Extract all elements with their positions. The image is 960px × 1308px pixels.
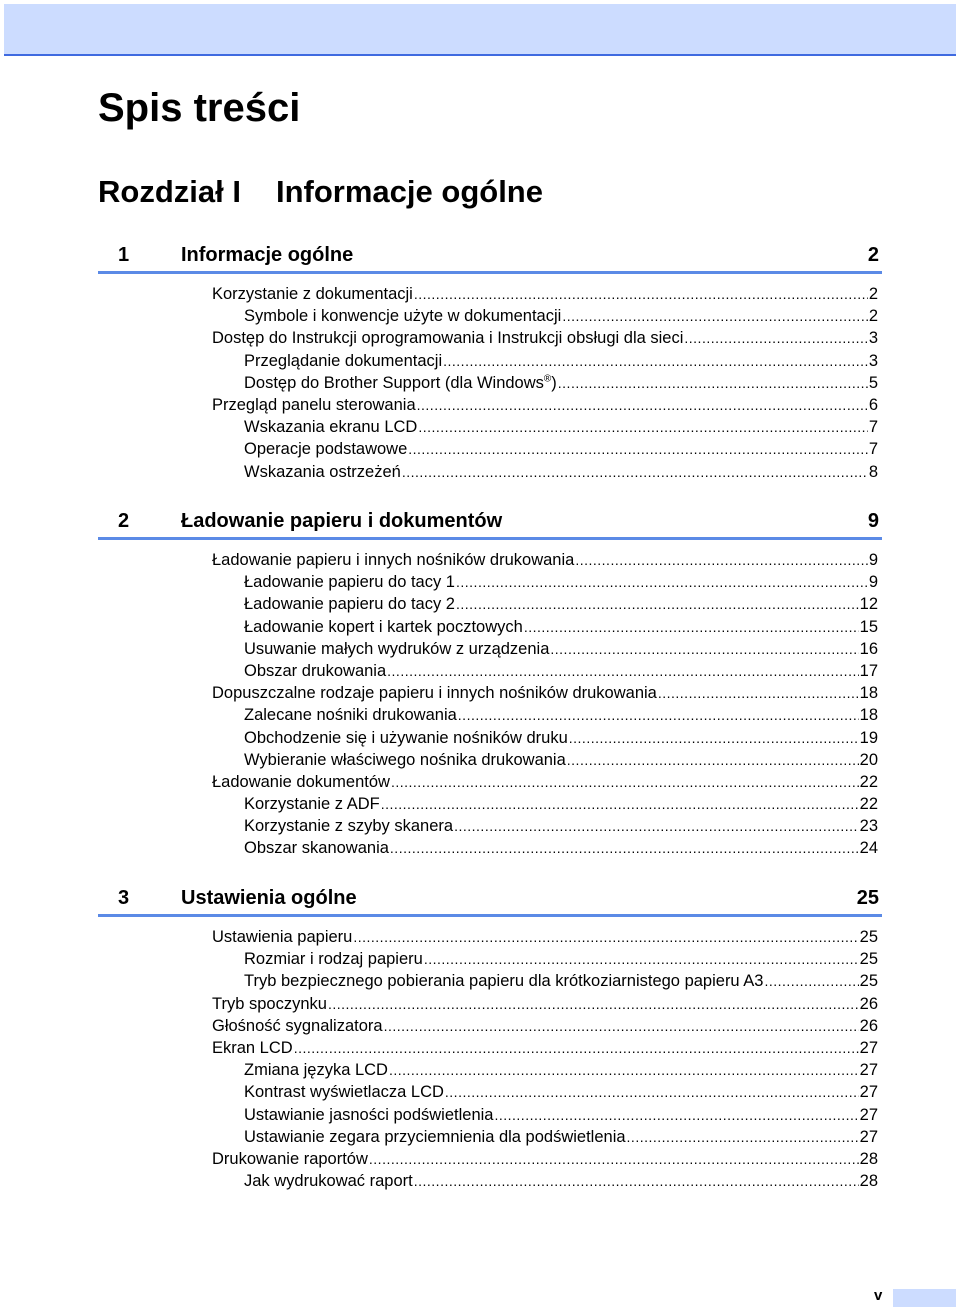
toc-entry[interactable]	[212, 549, 878, 571]
chapter-number: 3	[118, 887, 130, 909]
chapter-page: 9	[867, 510, 879, 532]
toc-entry-title	[244, 1170, 413, 1192]
registered-mark: ®	[543, 373, 552, 385]
toc-entry[interactable]	[212, 638, 878, 660]
dot-leader	[390, 837, 859, 859]
toc-entry-title	[212, 283, 413, 305]
toc-entry-title	[212, 327, 683, 349]
toc-entry-title-text: Wskazania ekranu LCD	[244, 418, 418, 437]
toc-entry-title-text: Wybieranie właściwego nośnika drukowania	[244, 750, 566, 769]
toc-entry[interactable]	[212, 727, 878, 749]
toc-entry-title-text: Tryb bezpiecznego pobierania papieru dla krótkoziarnistego papieru A3	[244, 972, 764, 991]
toc-entry[interactable]	[212, 1037, 878, 1059]
toc-entry-title	[244, 638, 549, 660]
dot-leader	[764, 970, 858, 992]
toc-entry-title-text: Ustawianie zegara przyciemnienia dla podświetlenia	[244, 1127, 626, 1146]
dot-leader	[524, 616, 859, 638]
footer-bar	[893, 1289, 956, 1307]
footer-page-number: v	[874, 1287, 883, 1304]
toc-entry-title-text: Ustawianie jasności podświetlenia	[244, 1105, 494, 1124]
toc-entry-page: 9	[868, 573, 878, 592]
toc-entry-title-text: Ekran LCD	[212, 1038, 293, 1057]
toc-entry-title-text: Dostęp do Brother Support (dla Windows	[244, 373, 544, 392]
part-heading	[98, 170, 543, 214]
toc-entry-title-text: Zmiana języka LCD	[244, 1061, 388, 1080]
dot-leader	[458, 704, 859, 726]
toc-entry-title	[244, 837, 389, 859]
dot-leader	[627, 1126, 859, 1148]
toc-entry-title	[212, 1037, 293, 1059]
page-title: Spis treści	[98, 86, 301, 130]
dot-leader	[569, 727, 859, 749]
toc-entry-title	[244, 438, 407, 460]
dot-leader	[418, 416, 867, 438]
header-band	[4, 4, 956, 56]
toc-entry-page: 27	[859, 1105, 878, 1124]
dot-leader	[408, 438, 868, 460]
toc-entry[interactable]	[212, 793, 878, 815]
chapter-number: 2	[118, 510, 130, 532]
toc-entry-title	[212, 1148, 368, 1170]
toc-entry-title-text: Operacje podstawowe	[244, 440, 408, 459]
chapter-title: Ustawienia ogólne	[181, 887, 357, 909]
toc-entry-title-suffix: )	[551, 373, 557, 392]
toc-entry[interactable]	[212, 327, 878, 349]
toc-entry-title	[212, 549, 574, 571]
toc-entry-title	[244, 1059, 388, 1081]
dot-leader	[328, 993, 859, 1015]
dot-leader	[402, 461, 868, 483]
toc-entry-title-text: Przeglądanie dokumentacji	[244, 351, 443, 370]
dot-leader	[353, 926, 858, 948]
toc-entry-page: 8	[868, 462, 878, 481]
dot-leader	[384, 1015, 859, 1037]
toc-entry-page: 15	[859, 617, 878, 636]
dot-leader	[494, 1104, 858, 1126]
chapter-heading[interactable]	[98, 240, 882, 274]
toc-entry-title	[244, 1081, 444, 1103]
toc-entry[interactable]	[212, 571, 878, 593]
dot-leader	[445, 1081, 859, 1103]
dot-leader	[369, 1148, 859, 1170]
toc-entry-title-text: Tryb spoczynku	[212, 994, 327, 1013]
toc-entry-title-text: Jak wydrukować raport	[244, 1172, 413, 1191]
toc-entry-page: 18	[859, 706, 878, 725]
toc-entry[interactable]	[212, 394, 878, 416]
toc-entry-title	[212, 394, 416, 416]
toc-entry-page: 25	[859, 928, 878, 946]
toc-entry[interactable]	[212, 1170, 878, 1192]
toc-entry[interactable]	[212, 438, 878, 460]
toc-entry-title	[244, 461, 401, 483]
chapter-page: 25	[856, 887, 879, 909]
toc-entry-page: 27	[859, 1127, 878, 1146]
toc-entry-title	[244, 372, 557, 394]
toc-entry-title	[244, 1104, 493, 1126]
toc-entry-page: 23	[859, 817, 878, 836]
toc-entry[interactable]	[212, 1059, 878, 1081]
toc-entry[interactable]	[212, 1104, 878, 1126]
dot-leader	[389, 1059, 859, 1081]
toc-entry-title	[212, 926, 352, 948]
dot-leader	[391, 771, 859, 793]
toc-entry-title	[244, 970, 763, 992]
toc-entry-page: 27	[859, 1083, 878, 1102]
toc-entry-title-text: Korzystanie z szyby skanera	[244, 817, 454, 836]
dot-leader	[387, 660, 858, 682]
toc-entry-title	[244, 350, 442, 372]
dot-leader	[417, 394, 868, 416]
dot-leader	[562, 305, 867, 327]
toc-entry-title-text: Symbole i konwencje użyte w dokumentacji	[244, 307, 562, 326]
dot-leader	[658, 682, 859, 704]
toc-entry-title-text: Rozmiar i rodzaj papieru	[244, 950, 423, 969]
toc-entry[interactable]	[212, 283, 878, 305]
toc-entry-page: 2	[868, 285, 878, 303]
toc-entry[interactable]	[212, 993, 878, 1015]
toc-entry-title-text: Obszar skanowania	[244, 839, 389, 858]
toc-entry-title-text: Ładowanie dokumentów	[212, 772, 390, 791]
chapter-entries	[212, 549, 878, 860]
toc-entry-title-text: Dopuszczalne rodzaje papieru i innych nośników drukowania	[212, 684, 657, 703]
toc-entry-page: 3	[868, 351, 878, 370]
dot-leader	[567, 749, 859, 771]
toc-entry[interactable]	[212, 1126, 878, 1148]
toc-entry-title-text: Korzystanie z ADF	[244, 795, 380, 814]
toc-entry-title-text: Ładowanie papieru do tacy 2	[244, 595, 455, 614]
toc-entry-page: 26	[859, 1016, 878, 1035]
chapter-page: 2	[867, 244, 879, 266]
dot-leader	[414, 1170, 859, 1192]
toc-entry-title-text: Drukowanie raportów	[212, 1149, 368, 1168]
dot-leader	[558, 372, 868, 394]
dot-leader	[443, 350, 868, 372]
dot-leader	[454, 815, 859, 837]
toc-entry-page: 7	[868, 418, 878, 437]
toc-entry-page: 28	[859, 1149, 878, 1168]
toc-entry[interactable]	[212, 660, 878, 682]
toc-entry-page: 9	[868, 551, 878, 569]
toc-entry[interactable]	[212, 1081, 878, 1103]
toc-entry-page: 24	[859, 839, 878, 858]
toc-entry-title	[244, 704, 457, 726]
dot-leader	[684, 327, 867, 349]
chapter-entries	[212, 926, 878, 1192]
toc-entry-title	[244, 571, 455, 593]
toc-entry-title-text: Korzystanie z dokumentacji	[212, 285, 413, 303]
toc-entry-title	[244, 793, 380, 815]
toc-entry-title	[244, 749, 566, 771]
toc-entry[interactable]	[212, 926, 878, 948]
part-title: Informacje ogólne	[276, 174, 543, 209]
toc-entry[interactable]	[212, 682, 878, 704]
toc-entry-title	[244, 593, 455, 615]
toc-entry-page: 3	[868, 329, 878, 348]
toc-entry[interactable]	[212, 704, 878, 726]
toc-entry-title	[244, 727, 568, 749]
chapter-title: Ładowanie papieru i dokumentów	[181, 510, 503, 532]
toc-entry-title-text: Głośność sygnalizatora	[212, 1016, 383, 1035]
toc-entry-page: 7	[868, 440, 878, 459]
dot-leader	[294, 1037, 859, 1059]
chapter-entries	[212, 283, 878, 483]
dot-leader	[456, 593, 859, 615]
toc-entry-title-text: Kontrast wyświetlacza LCD	[244, 1083, 444, 1102]
toc-entry[interactable]	[212, 970, 878, 992]
toc-entry-title-text: Obszar drukowania	[244, 661, 387, 680]
part-label: Rozdział I	[98, 174, 241, 209]
toc-entry-page: 6	[868, 395, 878, 414]
toc-entry-title	[244, 948, 423, 970]
toc-entry-page: 5	[868, 373, 878, 392]
toc-entry-title-text: Zalecane nośniki drukowania	[244, 706, 457, 725]
toc-entry[interactable]	[212, 1148, 878, 1170]
toc-entry-page: 19	[859, 728, 878, 747]
toc-entry-title-text: Obchodzenie się i używanie nośników druku	[244, 728, 568, 747]
toc-entry[interactable]	[212, 749, 878, 771]
toc-entry-title-text: Ładowanie kopert i kartek pocztowych	[244, 617, 523, 636]
toc-entry[interactable]	[212, 416, 878, 438]
toc-entry-title	[244, 1126, 626, 1148]
toc-entry-page: 18	[859, 684, 878, 703]
toc-entry-page: 22	[859, 795, 878, 814]
toc-entry-page: 27	[859, 1061, 878, 1080]
toc-entry-title	[212, 771, 390, 793]
toc-entry[interactable]	[212, 461, 878, 483]
toc-entry-page: 2	[868, 307, 878, 326]
toc-entry-title	[244, 305, 561, 327]
toc-entry[interactable]	[212, 305, 878, 327]
toc-entry-page: 20	[859, 750, 878, 769]
toc-entry-title	[244, 416, 417, 438]
toc-entry-title-text: Wskazania ostrzeżeń	[244, 462, 401, 481]
toc-entry-title-text: Ładowanie papieru do tacy 1	[244, 573, 455, 592]
toc-entry-page: 16	[859, 639, 878, 658]
toc-entry-title-text: Ładowanie papieru i innych nośników drukowania	[212, 551, 575, 569]
toc-entry-title-text: Przegląd panelu sterowania	[212, 395, 416, 414]
dot-leader	[381, 793, 859, 815]
toc-entry-page: 26	[859, 994, 878, 1013]
chapter-title: Informacje ogólne	[181, 244, 354, 266]
chapter-number: 1	[118, 244, 130, 266]
dot-leader	[456, 571, 868, 593]
toc-entry-title	[244, 616, 523, 638]
toc-entry-title	[212, 682, 657, 704]
toc-entry-title	[212, 1015, 383, 1037]
toc-entry-title	[212, 993, 327, 1015]
toc-entry-title	[244, 815, 453, 837]
toc-entry-page: 12	[859, 595, 878, 614]
chapter-heading[interactable]	[98, 506, 882, 540]
toc-entry[interactable]	[212, 350, 878, 372]
toc-entry[interactable]	[212, 837, 878, 859]
toc-entry[interactable]	[212, 372, 878, 394]
toc-entry-page: 28	[859, 1172, 878, 1191]
toc-entry-page: 25	[859, 972, 878, 991]
dot-leader	[575, 549, 867, 571]
toc-entry-title-text: Ustawienia papieru	[212, 928, 353, 946]
toc-entry-title-text: Usuwanie małych wydruków z urządzenia	[244, 639, 550, 658]
toc-entry-title	[244, 660, 386, 682]
dot-leader	[414, 283, 868, 305]
dot-leader	[550, 638, 858, 660]
toc-entry[interactable]	[212, 616, 878, 638]
toc-entry[interactable]	[212, 771, 878, 793]
toc-entry[interactable]	[212, 815, 878, 837]
toc-entry[interactable]	[212, 948, 878, 970]
chapter-heading[interactable]	[98, 883, 882, 917]
toc-entry-page: 17	[859, 661, 878, 680]
dot-leader	[424, 948, 859, 970]
toc-entry-page: 27	[859, 1038, 878, 1057]
toc-entry-title-text: Dostęp do Instrukcji oprogramowania i Instrukcji obsługi dla sieci	[212, 329, 684, 348]
toc-entry-page: 22	[859, 772, 878, 791]
toc-entry-page: 25	[859, 950, 878, 969]
toc-entry[interactable]	[212, 1015, 878, 1037]
toc-entry[interactable]	[212, 593, 878, 615]
